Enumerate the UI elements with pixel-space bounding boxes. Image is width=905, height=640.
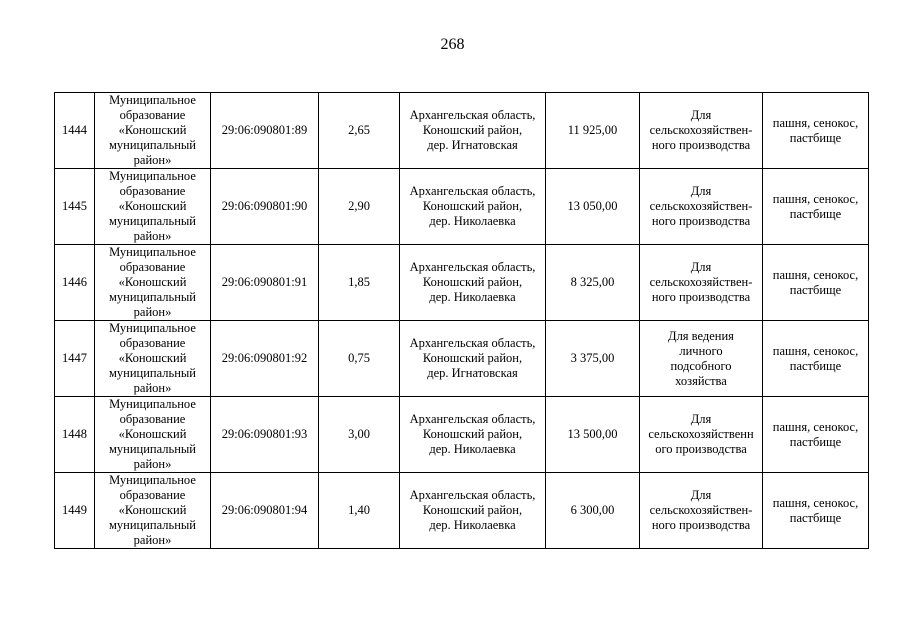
purpose-cell-line: ного производства (651, 290, 751, 304)
purpose-cell-line: ного производства (651, 518, 751, 532)
price-cell: 13 050,00 (546, 169, 640, 245)
cadastral-number-cell: 29:06:090801:89 (211, 93, 319, 169)
purpose-cell-line: хозяйства (675, 373, 727, 388)
owner-cell-line: образование (119, 260, 186, 274)
address-cell-line: дер. Николаевка (429, 290, 516, 304)
address-cell (400, 245, 546, 321)
row-number-cell: 1444 (55, 93, 95, 169)
owner-cell-line: Муниципальное (109, 245, 196, 259)
owner-cell-line: образование (119, 336, 186, 350)
purpose-cell-line: Для (690, 260, 712, 274)
owner-cell (95, 169, 211, 245)
owner-cell-line: «Коношский (118, 351, 187, 365)
cadastral-number-cell: 29:06:090801:93 (211, 397, 319, 473)
owner-cell-line: муниципальный (109, 442, 196, 456)
purpose-cell-line: сельскохозяйственн (648, 427, 754, 441)
owner-cell-line: муниципальный (109, 138, 196, 152)
address-cell-line: Архангельская область, (409, 108, 536, 122)
address-cell-line: дер. Игнатовская (427, 366, 518, 380)
row-number-cell: 1448 (55, 397, 95, 473)
address-cell-line: Коношский район, (422, 427, 523, 441)
owner-cell-line: Муниципальное (109, 169, 196, 183)
price-cell: 3 375,00 (546, 321, 640, 397)
purpose-cell-line: Для (690, 488, 712, 502)
owner-cell-line: район» (133, 457, 172, 471)
usage-cell-line: пастбище (789, 282, 842, 297)
area-cell: 1,85 (319, 245, 400, 321)
owner-cell-line: «Коношский (118, 427, 187, 441)
owner-cell-line: муниципальный (109, 290, 196, 304)
address-cell-line: Коношский район, (422, 351, 523, 365)
purpose-cell-line: ного производства (651, 138, 751, 152)
address-cell (400, 93, 546, 169)
area-cell: 1,40 (319, 473, 400, 549)
address-cell-line: дер. Николаевка (429, 518, 516, 532)
purpose-cell-line: ного производства (651, 214, 751, 228)
row-number-cell: 1449 (55, 473, 95, 549)
usage-cell-line: пастбище (789, 358, 842, 373)
usage-cell (763, 473, 869, 549)
usage-cell (763, 93, 869, 169)
purpose-cell-line: Для (690, 184, 712, 198)
owner-cell-line: «Коношский (118, 503, 187, 517)
table-row (55, 397, 869, 473)
usage-cell-line: пастбище (789, 130, 842, 145)
table-row (55, 245, 869, 321)
owner-cell-line: образование (119, 488, 186, 502)
owner-cell-line: муниципальный (109, 214, 196, 228)
area-cell: 3,00 (319, 397, 400, 473)
table-row (55, 473, 869, 549)
purpose-cell-line: сельскохозяйствен- (649, 199, 753, 213)
purpose-cell-line: Для ведения (668, 328, 734, 343)
purpose-cell (640, 321, 763, 397)
usage-cell (763, 245, 869, 321)
row-number-cell: 1447 (55, 321, 95, 397)
owner-cell (95, 245, 211, 321)
address-cell-line: дер. Николаевка (429, 442, 516, 456)
owner-cell (95, 473, 211, 549)
area-cell: 0,75 (319, 321, 400, 397)
owner-cell-line: Муниципальное (109, 473, 196, 487)
purpose-cell-line: сельскохозяйствен- (649, 275, 753, 289)
address-cell-line: Коношский район, (422, 275, 523, 289)
usage-cell (763, 321, 869, 397)
address-cell-line: Коношский район, (422, 503, 523, 517)
purpose-cell-line: подсобного (670, 358, 732, 373)
owner-cell-line: район» (133, 305, 172, 319)
usage-cell (763, 397, 869, 473)
usage-cell-line: пашня, сенокос, (772, 115, 859, 130)
owner-cell (95, 93, 211, 169)
row-number-cell: 1446 (55, 245, 95, 321)
cadastral-number-cell: 29:06:090801:94 (211, 473, 319, 549)
address-cell-line: дер. Игнатовская (427, 138, 518, 152)
owner-cell-line: образование (119, 184, 186, 198)
address-cell (400, 169, 546, 245)
address-cell-line: Архангельская область, (409, 488, 536, 502)
owner-cell-line: муниципальный (109, 518, 196, 532)
price-cell: 13 500,00 (546, 397, 640, 473)
usage-cell-line: пашня, сенокос, (772, 343, 859, 358)
row-number-cell: 1445 (55, 169, 95, 245)
table-row (55, 93, 869, 169)
address-cell-line: Архангельская область, (409, 184, 536, 198)
land-registry-table (54, 92, 869, 549)
address-cell (400, 397, 546, 473)
owner-cell-line: «Коношский (118, 199, 187, 213)
owner-cell (95, 321, 211, 397)
address-cell (400, 321, 546, 397)
purpose-cell (640, 245, 763, 321)
address-cell-line: Архангельская область, (409, 260, 536, 274)
purpose-cell-line: Для (690, 412, 712, 426)
purpose-cell-line: сельскохозяйствен- (649, 123, 753, 137)
owner-cell-line: Муниципальное (109, 93, 196, 107)
usage-cell-line: пашня, сенокос, (772, 191, 859, 206)
owner-cell-line: «Коношский (118, 123, 187, 137)
owner-cell-line: Муниципальное (109, 321, 196, 335)
address-cell-line: дер. Николаевка (429, 214, 516, 228)
owner-cell-line: район» (133, 533, 172, 547)
owner-cell-line: Муниципальное (109, 397, 196, 411)
owner-cell-line: район» (133, 381, 172, 395)
cadastral-number-cell: 29:06:090801:90 (211, 169, 319, 245)
owner-cell-line: район» (133, 153, 172, 167)
usage-cell (763, 169, 869, 245)
address-cell-line: Архангельская область, (409, 412, 536, 426)
price-cell: 8 325,00 (546, 245, 640, 321)
cadastral-number-cell: 29:06:090801:92 (211, 321, 319, 397)
owner-cell-line: образование (119, 412, 186, 426)
page-number: 268 (440, 36, 465, 53)
address-cell (400, 473, 546, 549)
purpose-cell-line: ого производства (655, 442, 747, 456)
usage-cell-line: пастбище (789, 434, 842, 449)
owner-cell-line: муниципальный (109, 366, 196, 380)
table-row (55, 169, 869, 245)
purpose-cell (640, 397, 763, 473)
price-cell: 6 300,00 (546, 473, 640, 549)
purpose-cell-line: Для (690, 108, 712, 122)
purpose-cell (640, 169, 763, 245)
area-cell: 2,65 (319, 93, 400, 169)
address-cell-line: Архангельская область, (409, 336, 536, 350)
table-row (55, 321, 869, 397)
usage-cell-line: пастбище (789, 206, 842, 221)
area-cell: 2,90 (319, 169, 400, 245)
price-cell: 11 925,00 (546, 93, 640, 169)
purpose-cell-line: личного (679, 343, 723, 358)
owner-cell (95, 397, 211, 473)
purpose-cell-line: сельскохозяйствен- (649, 503, 753, 517)
cadastral-number-cell: 29:06:090801:91 (211, 245, 319, 321)
address-cell-line: Коношский район, (422, 199, 523, 213)
usage-cell-line: пастбище (789, 510, 842, 525)
usage-cell-line: пашня, сенокос, (772, 267, 859, 282)
address-cell-line: Коношский район, (422, 123, 523, 137)
owner-cell-line: район» (133, 229, 172, 243)
usage-cell-line: пашня, сенокос, (772, 495, 859, 510)
owner-cell-line: образование (119, 108, 186, 122)
owner-cell-line: «Коношский (118, 275, 187, 289)
purpose-cell (640, 93, 763, 169)
purpose-cell (640, 473, 763, 549)
table-body (55, 93, 869, 549)
usage-cell-line: пашня, сенокос, (772, 419, 859, 434)
